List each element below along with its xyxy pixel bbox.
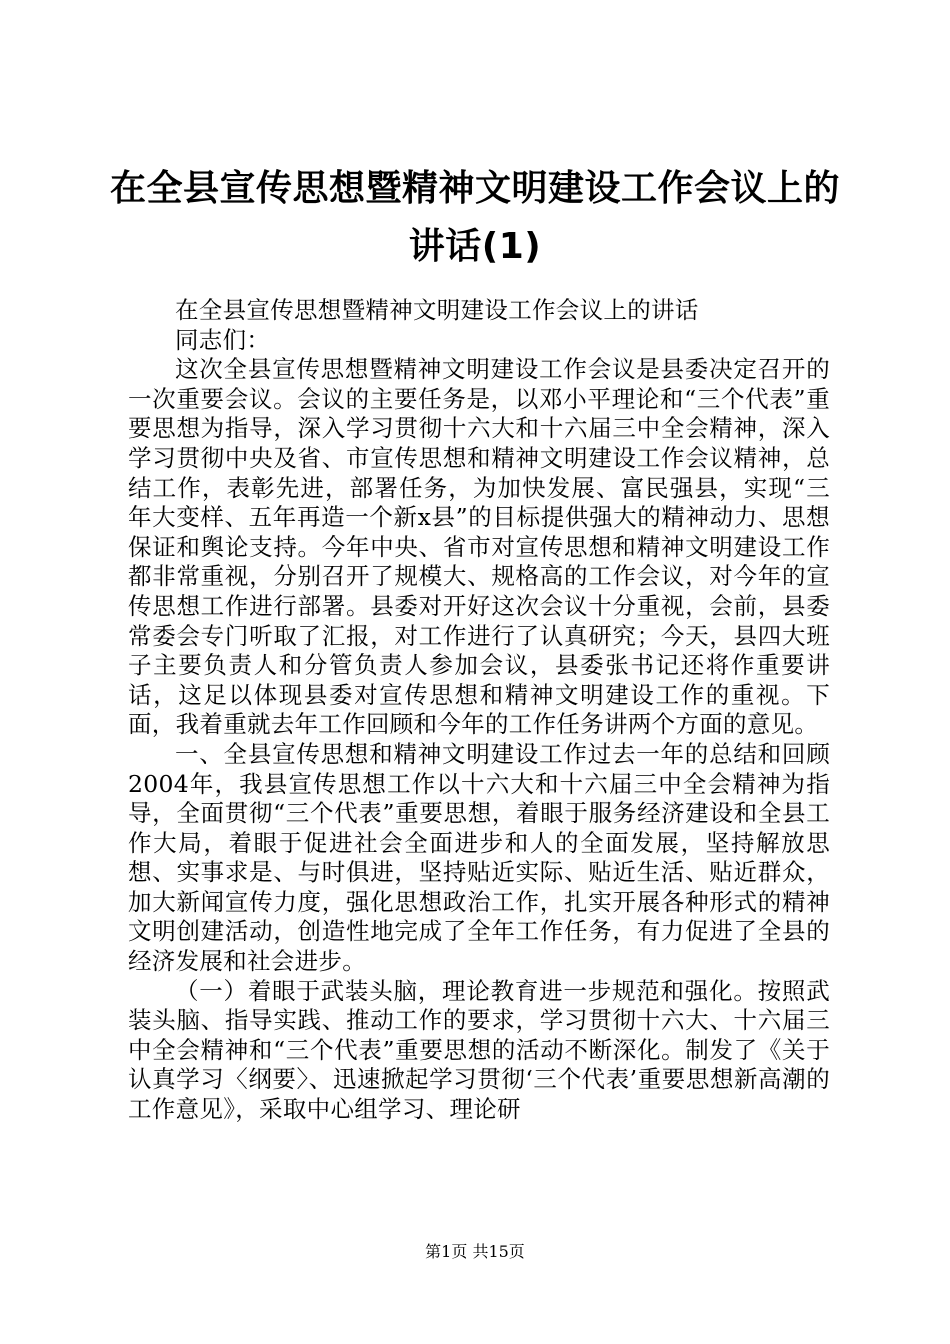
- paragraph-subsection-one: （一）着眼于武装头脑，理论教育进一步规范和强化。按照武装头脑、指导实践、推动工作的要求，学习贯彻十六大、十六届三中全会精神和“三个代表”重要思想的活动不断深化。制发了《关于认真学习〈纲要〉、迅速掀起学习贯彻‘三个代表’重要思想新高潮的工作意见》，采取中心组学习、理论研: [128, 976, 830, 1124]
- paragraph-salutation: 同志们：: [175, 325, 271, 354]
- paragraph-intro: 这次全县宣传思想暨精神文明建设工作会议是县委决定召开的一次重要会议。会议的主要任务是，以邓小平理论和“三个代表”重要思想为指导，深入学习贯彻十六大和十六届三中全会精神，深入学习贯彻中央及省、市宣传思想和精神文明建设工作会议精神，总结工作，表彰先进，部署任务，为加快发展、富民强县，实现“三年大变样、五年再造一个新x县”的目标提供强大的精神动力、思想保证和舆论支持。今年中央、省市对宣传思想和精神文明建设工作都非常重视，分别召开了规模大、规格高的工作会议，对今年的宣传思想工作进行部署。县委对开好这次会议十分重视，会前，县委常委会专门听取了汇报，对工作进行了认真研究；今天，县四大班子主要负责人和分管负责人参加会议，县委张书记还将作重要讲话，这足以体现县委对宣传思想和精神文明建设工作的重视。下面，我着重就去年工作回顾和今年的工作任务讲两个方面的意见。: [128, 355, 830, 739]
- document-title: 在全县宣传思想暨精神文明建设工作会议上的讲话(1): [110, 168, 841, 267]
- paragraph-subtitle: 在全县宣传思想暨精神文明建设工作会议上的讲话: [175, 296, 699, 324]
- page-number-footer: 第1页 共15页: [425, 1242, 525, 1261]
- document-body: [128, 296, 830, 1125]
- paragraph-section-one: 一、全县宣传思想和精神文明建设工作过去一年的总结和回顾2004年，我县宣传思想工作以十六大和十六届三中全会精神为指导，全面贯彻“三个代表”重要思想，着眼于服务经济建设和全县工作大局，着眼于促进社会全面进步和人的全面发展，坚持解放思想、实事求是、与时俱进，坚持贴近实际、贴近生活、贴近群众，加大新闻宣传力度，强化思想政治工作，扎实开展各种形式的精神文明创建活动，创造性地完成了全年工作任务，有力促进了全县的经济发展和社会进步。: [128, 739, 830, 976]
